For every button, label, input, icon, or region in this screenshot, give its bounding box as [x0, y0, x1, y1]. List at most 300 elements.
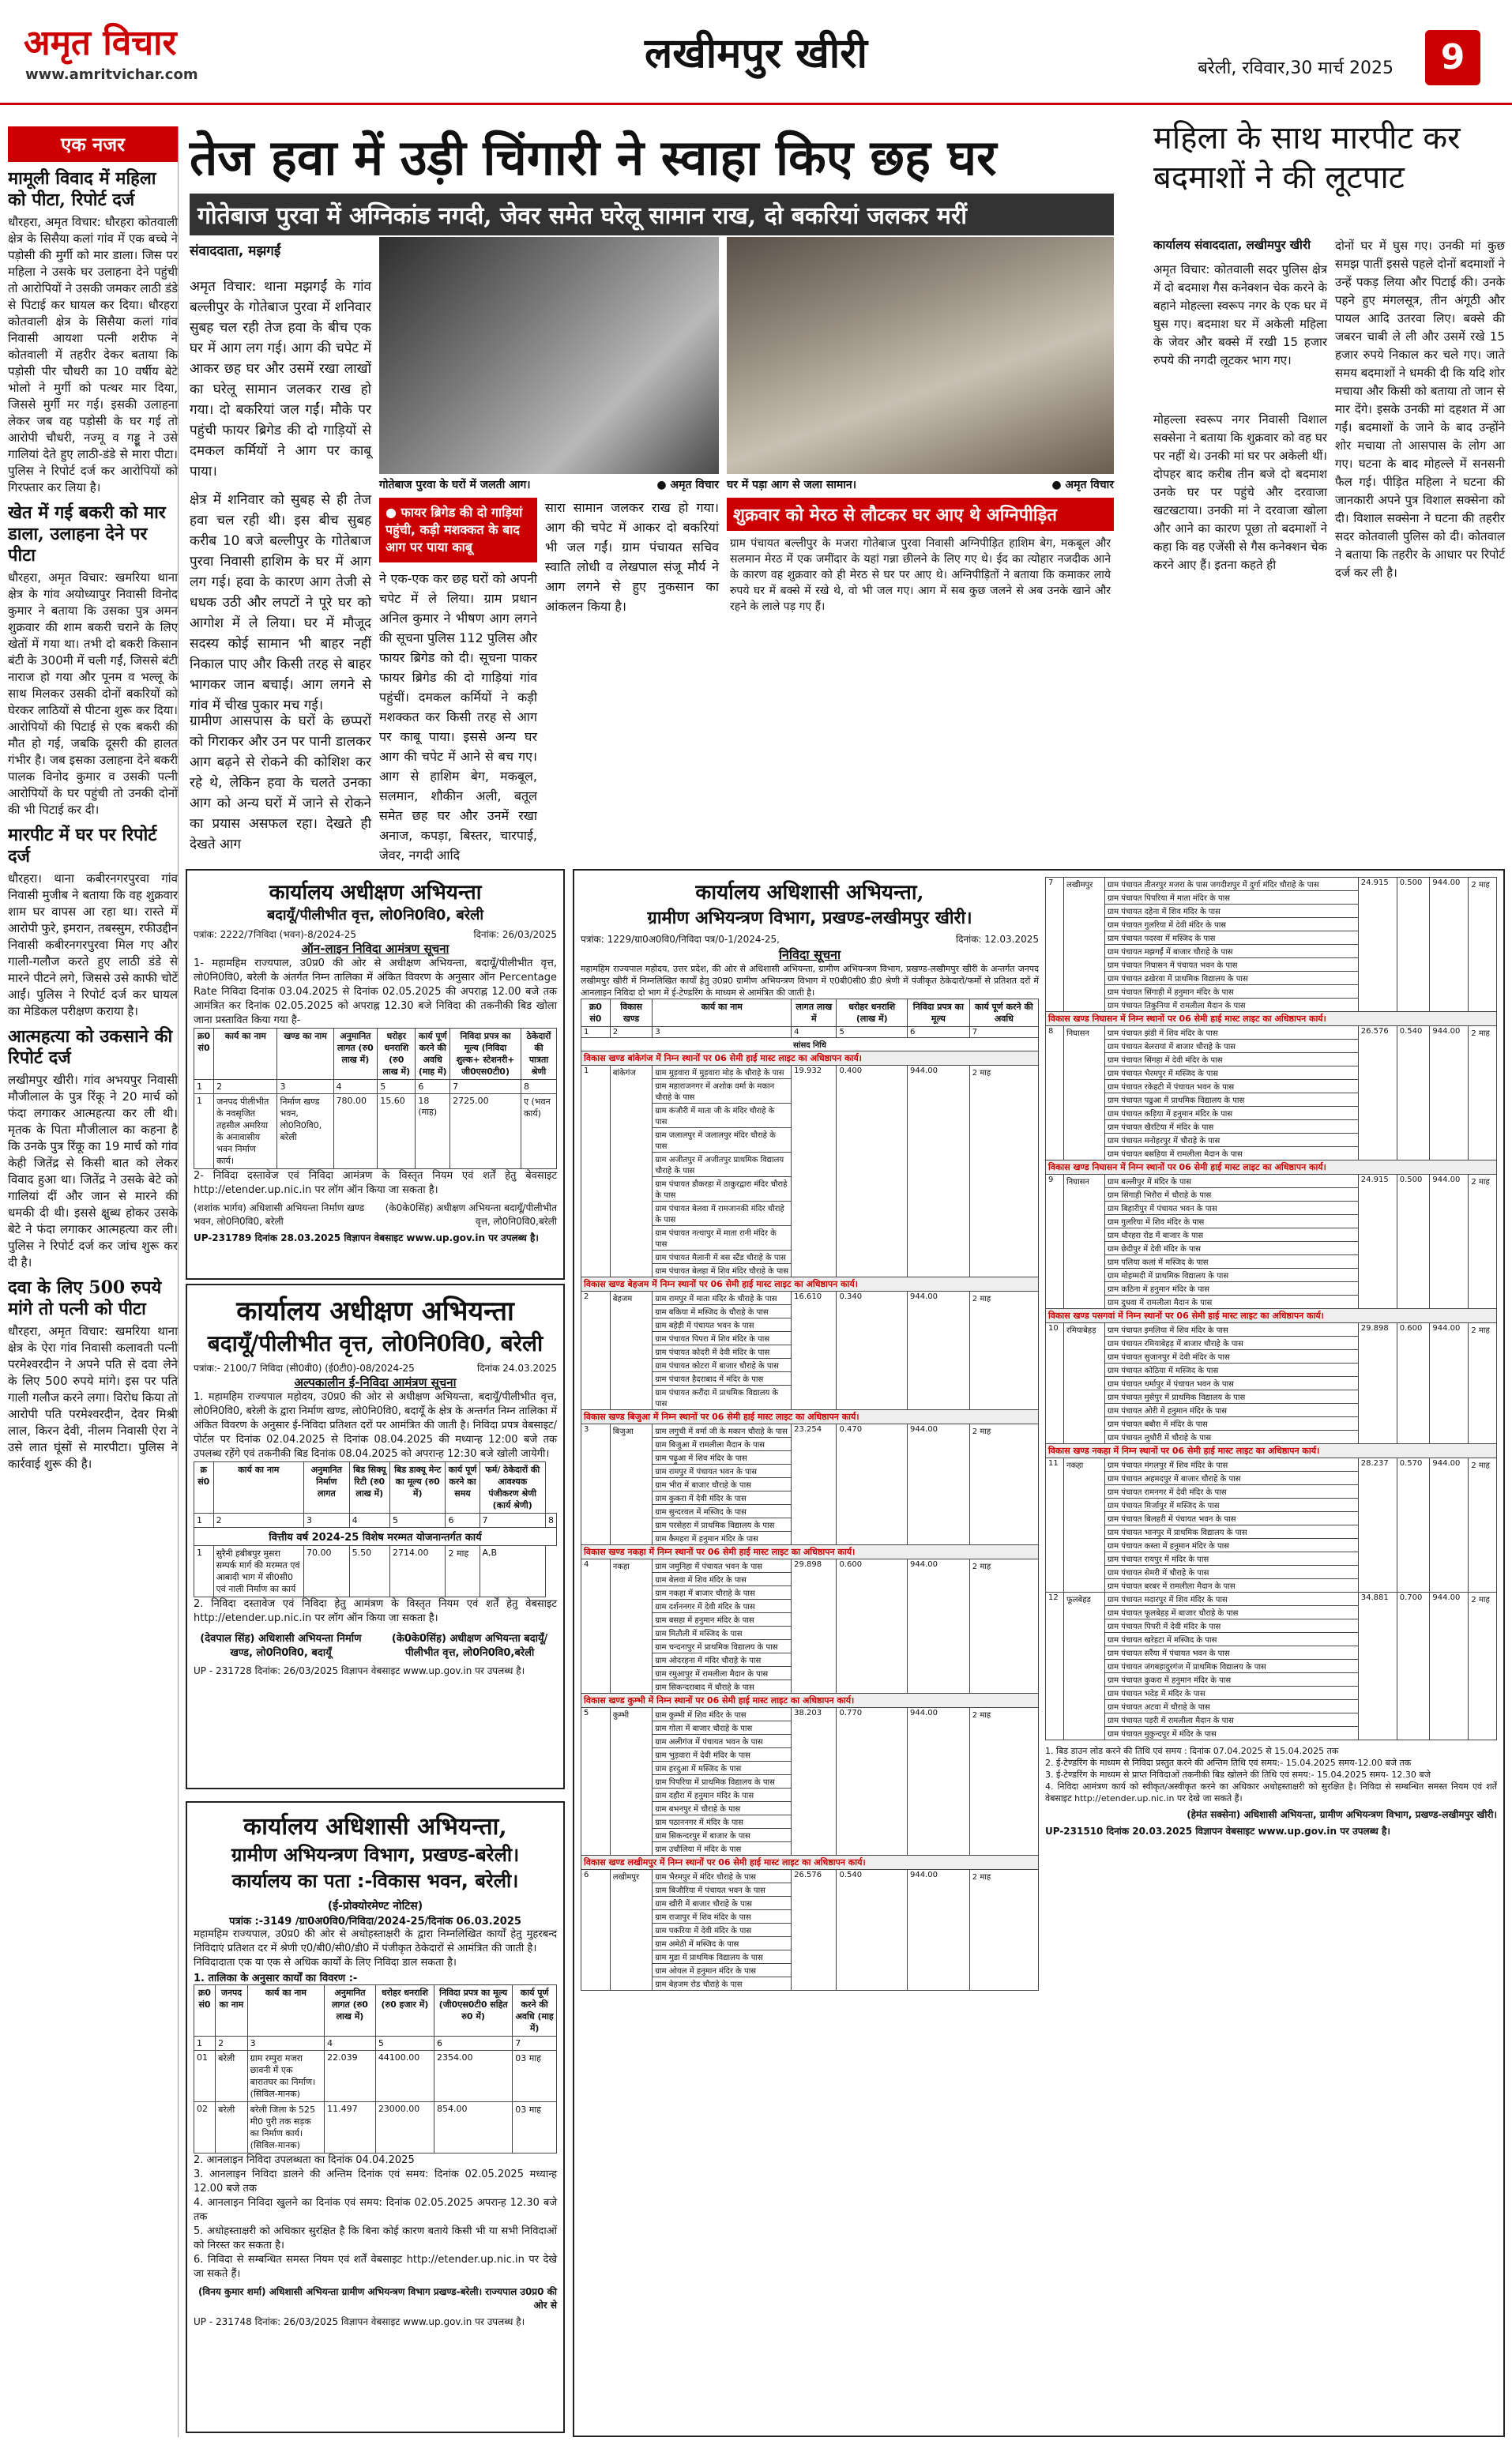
- work-item: ग्राम पंचायत भैरमपुर में मस्जिद के पास: [1104, 1066, 1358, 1080]
- work-emd: 0.500: [1397, 878, 1430, 1012]
- side-headline: महिला के साथ मारपीट कर बदमाशों ने की लूटपाट: [1153, 120, 1461, 196]
- work-item: ग्राम पंचायत कोदरी में देवी मंदिर के पास: [653, 1345, 792, 1359]
- work-item: ग्राम पंचायत पदरवा में मस्जिद के पास: [1104, 931, 1358, 945]
- ad2-signature-1: (देवपाल सिंह) अधिशासी अभियन्ता निर्माण खण्ड, लो0नि0वि0, बदायूँ: [200, 1633, 362, 1659]
- table-number-cell: 7: [480, 1514, 545, 1528]
- work-item: ग्राम रामपुर में माता मंदिर के चौराहे के पास: [653, 1292, 792, 1305]
- work-item: ग्राम भीरा में बाजार चौराहे के पास: [653, 1478, 792, 1491]
- work-item: ग्राम कुकरा में देवी मंदिर के पास: [653, 1491, 792, 1505]
- table-header-cell: अनुमानित निर्माण लागत: [304, 1462, 350, 1514]
- block-name: बांकेगंज: [610, 1066, 653, 1277]
- work-time: 2 माह: [969, 1066, 1038, 1277]
- table-cell: 780.00: [333, 1094, 378, 1169]
- left-story-text: धौरहरा। थाना कबीरनगरपुरवा गांव निवासी मुजीब ने बताया कि वह शुक्रवार शाम घर वापस आ रहा था। रास्ते में आरोपी फुरे, इमरान, तबस्सुम, रफीउद्दीन निवासी कबीरनगरपुरवा मिल गए और गाली-गलौज करते हुए लाठी डंडे से मारने पीटने लगे, जिससे उसे काफी चोटें आईं। पुलिस ने रिपोर्ट दर्ज कर घायल का मेडिकल परीक्षण कराया है।: [8, 871, 178, 1018]
- side-para-1: अमृत विचार: कोतवाली सदर पुलिस क्षेत्र में दो बदमाश गैस कनेक्शन चेक करने के बहाने मोहल्ला स्वरूप नगर के एक घर में घुस गए। बदमाश घर में अकेली महिला के जेवर और बक्से में रखी 15 हजार रुपये की नगदी लूटकर भाग गए।: [1153, 262, 1327, 367]
- table-row: [1046, 1593, 1497, 1606]
- table-number-cell: 1: [581, 1027, 611, 1038]
- section-header-row: [581, 1051, 1039, 1066]
- work-number: 8: [1046, 1026, 1064, 1160]
- work-item: ग्राम पंचायत मैलानी में बस स्टैंड चौराहे के पास: [653, 1251, 792, 1264]
- work-number: 7: [1046, 878, 1064, 1012]
- ad3-notice: (ई-प्रोक्योरमेण्ट नोटिस): [327, 1900, 423, 1913]
- work-item: ग्राम कठिना में हनुमान मंदिर के पास: [1104, 1282, 1358, 1296]
- table-header-cell: क्र0 सं0: [581, 999, 611, 1027]
- work-item: ग्राम पंचायत मंगलपुर में शिव मंदिर के पास: [1104, 1458, 1358, 1472]
- work-item: ग्राम पंचायत भानपुर में प्राथमिक विद्यालय के पास: [1104, 1525, 1358, 1539]
- work-item: ग्राम जलालपुर में जलालपुर मंदिर चौराहे के पास: [653, 1128, 792, 1153]
- table-cell: 2725.00: [450, 1094, 521, 1169]
- work-item: ग्राम पंचायत कुकरा में हनुमान मंदिर के पास: [1104, 1673, 1358, 1687]
- work-item: ग्राम गुलरिया में शिव मंदिर के पास: [1104, 1215, 1358, 1228]
- table-number-cell: 2: [610, 1027, 653, 1038]
- table-number-cell: 3: [277, 1080, 333, 1094]
- work-item: ग्राम पंचायत कड़िया में हनुमान मंदिर के पास: [1104, 1107, 1358, 1120]
- work-item: ग्राम लगुची में वर्मा जी के मकान चौराहे के पास: [653, 1424, 792, 1438]
- work-fee: 944.00: [1430, 1593, 1469, 1740]
- work-item: ग्राम पंचायत रामनगर में देवी मंदिर के पास: [1104, 1485, 1358, 1499]
- table-number-cell: 1: [194, 2037, 216, 2051]
- table-header-cell: विकास खण्ड: [610, 999, 653, 1027]
- table-number-cell: 6: [434, 2037, 513, 2051]
- table-number-cell: 4: [333, 1080, 378, 1094]
- work-number: 12: [1046, 1593, 1064, 1740]
- ad4-term: 1. बिड डाउन लोड करने की तिथि एवं समय : दिनांक 07.04.2025 से 15.04.2025 तक: [1045, 1746, 1339, 1756]
- work-item: ग्राम पंचायत सिंगाही में हनुमान मंदिर के पास: [1104, 985, 1358, 999]
- ad3-title: कार्यालय अधिशासी अभियन्ता,: [243, 1813, 507, 1841]
- table-cell: 18 (माह): [416, 1094, 450, 1169]
- table-row: [1046, 878, 1497, 891]
- table-row: [1046, 1175, 1497, 1188]
- left-news-column: [8, 126, 179, 2437]
- left-story-headline: आत्महत्या को उकसाने की रिपोर्ट दर्ज: [8, 1026, 173, 1068]
- ad3-table: [194, 1984, 557, 2153]
- work-item: ग्राम पंचायत डौकरहा में ठाकुरद्वारा मंदिर चौराहे के पास: [653, 1177, 792, 1202]
- edition-city: लखीमपुर खीरी: [644, 29, 867, 77]
- burnt-goods-photo: [727, 237, 1114, 474]
- table-number-cell: 7: [450, 1080, 521, 1094]
- ad4-subtitle: ग्रामीण अभियन्त्रण विभाग, प्रखण्ड-लखीमपुर खीरी।: [647, 908, 972, 928]
- work-number: 1: [581, 1066, 611, 1277]
- section-header: विकास खण्ड बिजुआ में निम्न स्थानों पर 06 सेमी हाई मास्ट लाइट का अधिष्ठापन कार्य।: [581, 1410, 1039, 1424]
- work-number: 4: [581, 1559, 611, 1694]
- table-header-cell: क्र0 सं0: [194, 1985, 216, 2037]
- table-number-cell: 4: [792, 1027, 837, 1038]
- work-item: ग्राम कुम्भी में शिव मंदिर के पास: [653, 1708, 792, 1721]
- ad3-ref: पत्रांक :-3149 /ग्रा0अ0वि0/निविदा/2024-25/दिनांक 06.03.2025: [229, 1916, 521, 1928]
- table-header-cell: निविदा प्रपत्र का मूल्य (निविदा शुल्क+ स्टेशनरी+ जी0एस0टी0): [450, 1029, 521, 1080]
- work-item: ग्राम जमुनिहा में पंचायत भवन के पास: [653, 1559, 792, 1573]
- work-item: ग्राम ओदरहना में मंदिर चौराहे के पास: [653, 1653, 792, 1667]
- work-item: ग्राम पढ़ुआ में शिव मंदिर के पास: [653, 1451, 792, 1465]
- table-cell: 2354.00: [434, 2051, 513, 2102]
- work-item: ग्राम सिंगाही भिरौरा में चौराहे के पास: [1104, 1188, 1358, 1202]
- work-item: ग्राम छेदीपुर में देवी मंदिर के पास: [1104, 1242, 1358, 1255]
- work-item: ग्राम पंचायत मनोहरपुर में चौराहे के पास: [1104, 1134, 1358, 1147]
- section-header-row: [581, 1277, 1039, 1292]
- section-header-row: [581, 1545, 1039, 1559]
- table-cell: सुरैनी हबीबपुर मुसरा सम्पर्क मार्ग की मरम्मत एवं आबादी भाग में सी0सी0 एवं नाली निर्माण का कार्य: [213, 1546, 303, 1597]
- work-cost: 24.915: [1358, 1175, 1397, 1309]
- section-header: विकास खण्ड नकहा में निम्न स्थानों पर 06 सेमी हाई मास्ट लाइट का अधिष्ठापन कार्य।: [1046, 1444, 1497, 1458]
- ad3-list-head: 1. तालिका के अनुसार कार्यों का विवरण :-: [194, 1973, 358, 1984]
- work-emd: 0.600: [837, 1559, 907, 1694]
- work-item: ग्राम बहेड़ी में पंचायत भवन के पास: [653, 1318, 792, 1332]
- ad2-signature-2: (के0के0सिंह) अधीक्षण अभियन्ता बदायूँ/पीलीभीत वृत्त, लो0नि0वि0,बरेली: [391, 1633, 548, 1659]
- section-header-row: [1046, 1012, 1497, 1026]
- shukrawar-box: [727, 498, 1114, 619]
- photo1-credit: ● अमृत विचार: [632, 477, 719, 492]
- ad4-left-half: [581, 877, 1039, 2425]
- work-item: ग्राम पकरिया में देवी मंदिर के पास: [653, 1924, 792, 1937]
- left-story-headline: मामूली विवाद में महिला को पीटा, रिपोर्ट दर्ज: [8, 168, 156, 210]
- table-cell: 2714.00: [389, 1546, 446, 1597]
- work-time: 2 माह: [1469, 1175, 1497, 1309]
- fire-photo: [379, 237, 719, 474]
- section-header: विकास खण्ड निघासन में निम्न स्थानों पर 06 सेमी हाई मास्ट लाइट का अधिष्ठापन कार्य।: [1046, 1012, 1497, 1026]
- ad3-signature: (विनय कुमार शर्मा) अधिशासी अभियन्ता ग्रामीण अभियन्त्रण विभाग प्रखण्ड-बरेली। राज्यपाल उ0प्र0 की ओर से: [197, 2286, 557, 2311]
- website-url[interactable]: www.amritvichar.com: [25, 66, 198, 83]
- work-item: ग्राम खीरी में बाजार चौराहे के पास: [653, 1897, 792, 1910]
- section-header: विकास खण्ड बेहजम में निम्न स्थानों पर 06 सेमी हाई मास्ट लाइट का अधिष्ठापन कार्य।: [581, 1277, 1039, 1292]
- work-item: ग्राम भैरमपुर में मंदिर चौराहे के पास: [653, 1870, 792, 1883]
- work-number: 6: [581, 1870, 611, 1991]
- section-header: विकास खण्ड निघासन में निम्न स्थानों पर 06 सेमी हाई मास्ट लाइट का अधिष्ठापन कार्य।: [1046, 1160, 1497, 1175]
- table-cell: 03 माह: [513, 2051, 557, 2102]
- work-item: ग्राम भुड़वारा में देवी मंदिर के पास: [653, 1748, 792, 1762]
- work-item: ग्राम कंजौरी में माता जी के मंदिर चौराहे के पास: [653, 1104, 792, 1128]
- tender-ad-3: [186, 1801, 565, 2433]
- work-item: ग्राम बिहारीपुर में पंचायत भवन के पास: [1104, 1202, 1358, 1215]
- table-row: [1046, 1026, 1497, 1040]
- ad1-text: 1- महामहिम राज्यपाल, उ0प्र0 की ओर से अधीक्षण अभियन्ता, बदायूँ/पीलीभीत वृत्त, लो0नि0वि0, बरेली के अंतर्गत निम्न तालिका में अंकित विवरण के अनुसार ऑन Percentage Rate निविदा दिनांक 03.04.2025 से दिनांक 02.05.2025 की अपराह्न 12.00 बजे तक आमंत्रित कर दिनांक 02.05.2025 को अपराह्न 12.30 बजे निविदा की तकनीकी बिड खोला जाना प्रस्तावित किया गया है-: [194, 957, 557, 1026]
- work-item: ग्राम पंचायत तिकुनिया में रामलीला मैदान के पास: [1104, 999, 1358, 1012]
- section-header-row: [581, 1410, 1039, 1424]
- work-fee: 944.00: [907, 1066, 969, 1277]
- ad4-title: कार्यालय अधिशासी अभियन्ता,: [695, 881, 924, 905]
- work-number: 11: [1046, 1458, 1064, 1593]
- table-number-cell: 5: [837, 1027, 907, 1038]
- block-name: निघासन: [1064, 1026, 1105, 1160]
- tender-ad-4: [573, 869, 1505, 2437]
- work-emd: 0.470: [837, 1424, 907, 1545]
- table-number-cell: 8: [545, 1514, 556, 1528]
- table-header-cell: धरोहर धनराशि (रु0 लाख में): [378, 1029, 416, 1080]
- table-number-cell: 4: [349, 1514, 389, 1528]
- ad4-table-left: [581, 999, 1039, 1991]
- ad4-footer: UP-231510 दिनांक 20.03.2025 विज्ञापन वेबसाइट www.up.gov.in पर उपलब्ध है।: [1045, 1826, 1390, 1837]
- work-item: ग्राम पंचायत निघासन में पंचायत भवन के पास: [1104, 958, 1358, 972]
- block-name: बेहजम: [610, 1292, 653, 1410]
- ad2-table: [194, 1461, 557, 1597]
- work-item: ग्राम बेहजम रोड चौराहे के पास: [653, 1977, 792, 1991]
- table-cell: बरेली: [216, 2051, 248, 2102]
- work-item: ग्राम पंचायत रायपुर में मंदिर के पास: [1104, 1552, 1358, 1566]
- table-header-cell: कार्य का नाम: [214, 1029, 277, 1080]
- work-item: ग्राम राजापुर में शिव मंदिर के पास: [653, 1910, 792, 1924]
- work-item: ग्राम बकिया में मस्जिद के चौराहे के पास: [653, 1305, 792, 1318]
- work-cost: 29.898: [1358, 1323, 1397, 1444]
- ad4-term: 4. निविदा आमंत्रण कार्य को स्वीकृत/अस्वीकृत करने का अधिकार अधोहस्ताक्षरी को सुरक्षित है। निविदा से सम्बन्धित समस्त नियम एवं शर्तें वेबसाइट http://etender.up.nic.in पर देखे जा सकते हैं।: [1045, 1781, 1497, 1804]
- ad2-text: 1. महामहिम राज्यपाल महोदय, उ0प्र0 की ओर से अधीक्षण अभियन्ता, बदायूँ/पीलीभीत वृत्त, लो0नि0वि0, बरेली के द्वारा निर्माण खण्ड, लो0नि0वि0, बदायूँ के क्षेत्र के अन्तर्गत निम्न तालिका में अंकित विवरण के अनुसार ई-निविदा प्रतिशत दरों पर आमंत्रित की जाती है। निविदा प्रपत्र वेबसाइट/पोर्टल पर दिनांक 02.04.2025 से दिनांक 08.04.2025 की मध्यान्ह 12:00 बजे तक उपलब्ध रहेंगे एवं तकनीकी बिड दिनांक 08.04.2025 को अपरान्ह 12:30 बजे खोली जायेगी।: [194, 1391, 557, 1460]
- work-emd: 0.340: [837, 1292, 907, 1410]
- section-header-row: [1046, 1160, 1497, 1175]
- section-header-row: [581, 1694, 1039, 1708]
- ek-nazar-label: एक नजर: [8, 126, 178, 162]
- table-cell: 11.497: [325, 2102, 376, 2153]
- ad3-subtitle-1: ग्रामीण अभियन्त्रण विभाग, प्रखण्ड-बरेली।: [231, 1844, 520, 1866]
- work-item: ग्राम पंचायत मझगईं में बाजार चौराहे के पास: [1104, 945, 1358, 958]
- left-story-headline: दवा के लिए 500 रुपये मांगे तो पत्नी को पीटा: [8, 1277, 162, 1319]
- main-byline: संवाददाता, मझगईं: [190, 243, 281, 259]
- work-item: ग्राम पंचायत सिंगहा में देवी मंदिर के पास: [1104, 1053, 1358, 1066]
- table-header-cell: कार्य का नाम: [653, 999, 792, 1027]
- table-row: [1046, 1323, 1497, 1337]
- work-item: ग्राम पंचायत बसहिया में रामलीला मैदान के पास: [1104, 1147, 1358, 1160]
- work-fee: 944.00: [1430, 1458, 1469, 1593]
- work-item: ग्राम पंचायत सरैंया में पंचायत भवन के पास: [1104, 1646, 1358, 1660]
- work-item: ग्राम चन्दनापुर में प्राथमिक विद्यालय के पास: [653, 1640, 792, 1653]
- main-para-2: क्षेत्र में शनिवार को सुबह से ही तेज हवा चल रही थी। इस बीच सुबह करीब 10 बजे बल्लीपुर के गोतेबाज पुरवा निवासी हाशिम के घर में आग लग गई। हवा के कारण आग तेजी से धधक उठी और लपटों ने पूरे घर को आगोश में ले लिया। घर में मौजूद सदस्य कोई सामान भी बाहर नहीं निकाल पाए और किसी तरह से बाहर भागकर जान बचाई। आग लगने से गांव में चीख पुकार मच गई।: [190, 492, 371, 713]
- work-item: ग्राम अमेठी में मस्जिद के पास: [653, 1937, 792, 1950]
- work-cost: 34.881: [1358, 1593, 1397, 1740]
- work-item: ग्राम पंचायत कोटरा में बाजार चौराहे के पास: [653, 1359, 792, 1372]
- table-cell: 03 माह: [513, 2102, 557, 2153]
- main-subheadline: गोतेबाज पुरवा में अग्निकांड नगदी, जेवर समेत घरेलू सामान राख, दो बकरियां जलकर मरीं: [190, 194, 1114, 235]
- table-header-cell: क्र0 सं0: [194, 1029, 214, 1080]
- table-number-cell: 2: [214, 1080, 277, 1094]
- table-number-cell: 8: [521, 1080, 556, 1094]
- table-number-cell: 5: [389, 1514, 446, 1528]
- fire-brigade-highlight: ● फायर ब्रिगेड की दो गाड़ियां पहुंची, कड़ी मशक्कत के बाद आग पर पाया काबू: [379, 498, 537, 562]
- left-story-headline: मारपीट में घर पर रिपोर्ट दर्ज: [8, 825, 157, 867]
- work-item: ग्राम पंचायत खैरटिया में मंदिर के पास: [1104, 1120, 1358, 1134]
- work-fee: 944.00: [907, 1708, 969, 1856]
- masthead: [0, 0, 1512, 105]
- left-stories: [8, 168, 178, 1473]
- work-item: ग्राम पंचायत हैदराबाद में मंदिर के पास: [653, 1372, 792, 1386]
- work-item: ग्राम सिकन्दराबाद में चौराहे के पास: [653, 1680, 792, 1694]
- main-para-4: ने एक-एक कर छह घरों को अपनी चपेट में ले लिया। ग्राम प्रधान अनिल कुमार ने भीषण आग लगने की सूचना पुलिस 112 पुलिस और फायर ब्रिगेड को दी। सूचना पाकर फायर ब्रिगेड की दो गाड़ियां गांव पहुंचीं। दमकल कर्मियों ने कड़ी मशक्कत कर किसी तरह से आग पर काबू पाया। इससे अन्य घर आग की चपेट में आने से बच गए। आग से हाशिम बेग, मकबूल, सलमान, शौकीन अली, बतूल समेत छह घर और उनमें रखा अनाज, कपड़ा, बिस्तर, चारपाई, जेवर, नगदी आदि: [379, 571, 537, 863]
- work-item: ग्राम पंचायत झंडी में शिव मंदिर के पास: [1104, 1026, 1358, 1040]
- work-item: ग्राम पंचायत कस्ता में हनुमान मंदिर के पास: [1104, 1539, 1358, 1552]
- work-emd: 0.770: [837, 1708, 907, 1856]
- work-cost: 26.576: [1358, 1026, 1397, 1160]
- work-emd: 0.700: [1397, 1593, 1430, 1740]
- ad4-term: 2. ई-टेण्डरिंग के माध्यम से निविदा प्रस्तुत करने की अन्तिम तिथि एवं समय:- 15.04.2025 समय-12.00 बजे तक: [1045, 1758, 1412, 1768]
- work-item: ग्राम पंचायत पिपरिया में माता मंदिर के पास: [1104, 891, 1358, 905]
- table-number-cell: 6: [446, 1514, 480, 1528]
- work-item: ग्राम हरदुआ में मस्जिद के पास: [653, 1762, 792, 1775]
- table-number-cell: 2: [213, 1514, 303, 1528]
- ad1-table: [194, 1028, 557, 1169]
- work-item: ग्राम पंचायत इमलिया में शिव मंदिर के पास: [1104, 1323, 1358, 1337]
- work-item: ग्राम परसेहरा में प्राथमिक विद्यालय के पास: [653, 1518, 792, 1532]
- ad1-note: 2- निविदा दस्तावेज एवं निविदा आमंत्रण के विस्तृत नियम एवं शर्तें हेतु बेवसाइट http://etender.up.nic.in पर लॉग ऑन किया जा सकता है।: [194, 1170, 557, 1196]
- ad1-title: कार्यालय अधीक्षण अभियन्ता: [269, 881, 482, 905]
- work-emd: 0.570: [1397, 1458, 1430, 1593]
- ad3-term: 2. आनलाइन निविदा उपलब्धता का दिनांक 04.04.2025: [194, 2154, 415, 2166]
- work-item: ग्राम पंचायत दहेना में शिव मंदिर के पास: [1104, 905, 1358, 918]
- left-story-text: धौरहरा, अमृत विचार: धौरहरा कोतवाली क्षेत्र के सिसैया कलां गांव में एक बच्चे ने पड़ोसी की मुर्गी को मार डाला। जिस पर महिला ने उसके घर उलाहना देने पहुंची तो आरोपियों ने उसकी जमकर लाठी डंडे से पिटाई कर घायल कर दिया। धौरहरा कोतवाली क्षेत्र के सिसैया कलां गांव निवासी आयशा पत्नी शरीफ ने कोतवाली में तहरीर देकर बताया कि पड़ोसी पीर चौधरी का 10 वर्षीय बेटे भोलो ने मुर्गी को पत्थर मार दिया, जिससे मुर्गी मर गई। इसकी उलाहना लेकर जब वह पड़ोसी के घर गई तो आरोपी चौधरी, नज्मू व गड्डू ने उसे गालियां देते हुए लाठी-डंडे से मारा पीटा। पुलिस ने रिपोर्ट दर्ज कर आरोपियों को गिरफ्तार कर लिया है।: [8, 215, 178, 495]
- work-item: ग्राम महाराजनगर में अशोक वर्मा के मकान चौराहे के पास: [653, 1079, 792, 1104]
- tender-ad-1: [186, 869, 565, 1280]
- work-cost: 23.254: [792, 1424, 837, 1545]
- table-header-cell: निविदा प्रपत्र का मूल्य (जी0एस0टी0 सहित रु0 में): [434, 1985, 513, 2037]
- work-cost: 24.915: [1358, 878, 1397, 1012]
- work-emd: 0.500: [1397, 1175, 1430, 1309]
- ad3-term: 5. अधोहस्ताक्षरी को अधिकार सुरक्षित है कि बिना कोई कारण बताये किसी भी या सभी निविदाओं को निरस्त कर सकता है।: [194, 2225, 557, 2251]
- work-item: ग्राम पलिया कलां में मस्जिद के पास: [1104, 1255, 1358, 1269]
- ad2-subtitle: बदायूँ/पीलीभीत वृत्त, लो0नि0वि0, बरेली: [207, 1330, 543, 1356]
- work-fee: 944.00: [907, 1559, 969, 1694]
- table-number-cell: 1: [194, 1514, 214, 1528]
- ad3-term: 6. निविदा से सम्बन्धित समस्त नियम एवं शर्तें वेबसाइट http://etender.up.nic.in पर देखे जा सकते हैं।: [194, 2254, 557, 2280]
- work-item: ग्राम पंचायत खरेहटा में मस्जिद के पास: [1104, 1633, 1358, 1646]
- work-item: ग्राम नकहा में बाजार चौराहे के पास: [653, 1586, 792, 1600]
- ad4-table-right: [1045, 877, 1497, 1740]
- work-item: ग्राम बेलवा में शिव मंदिर के पास: [653, 1573, 792, 1586]
- ad1-signature-2: (के0के0सिंह) अधीक्षण अभियन्ता बदायूँ/पीलीभीत वृत्त, लो0नि0वि0,बरेली: [385, 1202, 557, 1227]
- table-number-cell: 3: [304, 1514, 350, 1528]
- ad2-ref: पत्रांक:- 2100/7 निविदा (सी0वी0) (ई0टी0)-08/2024-25: [194, 1363, 415, 1374]
- block-name: लखीमपुर: [1064, 878, 1105, 1012]
- work-time: 2 माह: [1469, 1593, 1497, 1740]
- left-story-text: धौरहरा, अमृत विचार: खमरिया थाना क्षेत्र के गांव अयोध्यापुर निवासी विनोद कुमार ने बताया कि उसका पुत्र अमन शुक्रवार की शाम बकरी चराने के लिए खेतों में गया था। तभी दो बकरी किसान बंटी के 300मी में चली गईं, जिससे बंटी नाराज हो गया और पूनम व भल्लू के साथ मिलकर उसकी दोनों बकरियों को घेरकर लाठियों से पीटना शुरू कर दिया। आरोपियों की पिटाई से एक बकरी की मौत हो गई, जबकि दूसरी की हालत गंभीर है। जब इसका उलाहना देने बकरी पालक विनोद कुमार व उसकी पत्नी आरोपियों के घर पहुंची तो उनकी दोनों की भी पिटाई कर दी।: [8, 570, 178, 817]
- main-para-3: ग्रामीण आसपास के घरों के छप्परों को गिराकर और उन पर पानी डालकर आग बढ़ने से रोकने की कोशिश कर रहे थे, लेकिन हवा के चलते उनका आग को अन्य घरों में जाने से रोकने का प्रयास असफल रहा। देखते ही देखते आग: [190, 713, 371, 852]
- work-item: ग्राम पंचायत सेमरी में चौराहे के पास: [1104, 1566, 1358, 1579]
- table-header-cell: कार्य पूर्ण करने की अवधि (माह में): [416, 1029, 450, 1080]
- section-header: विकास खण्ड बांकेगंज में निम्न स्थानों पर 06 सेमी हाई मास्ट लाइट का अधिष्ठापन कार्य।: [581, 1051, 1039, 1066]
- table-cell: बरेली: [216, 2102, 248, 2153]
- work-item: ग्राम पंचायत गुलरिया में देवी मंदिर के पास: [1104, 918, 1358, 931]
- table-cell: 1: [194, 1094, 214, 1169]
- ad1-date: दिनांक: 26/03/2025: [473, 929, 557, 940]
- work-item: ग्राम पंचायत बिलहरी में पंचायत भवन के पास: [1104, 1512, 1358, 1525]
- block-name: नकहा: [610, 1559, 653, 1694]
- table-header-cell: बिड डाक्यू मेन्ट का मूल्य (रु0 में): [389, 1462, 446, 1514]
- table-header-cell: लागत लाख में: [792, 999, 837, 1027]
- main-headline: तेज हवा में उड़ी चिंगारी ने स्वाहा किए छह घर: [190, 129, 997, 186]
- table-cell: 15.60: [378, 1094, 416, 1169]
- work-item: ग्राम ओयल में हनुमान मंदिर के पास: [653, 1964, 792, 1977]
- work-item: ग्राम पंचायत करौंदा में प्राथमिक विद्यालय के पास: [653, 1386, 792, 1410]
- ad1-ref: पत्रांक: 2222/7निविदा (भवन)-8/2024-25: [194, 929, 356, 940]
- work-emd: 0.400: [837, 1066, 907, 1277]
- work-fee: 944.00: [1430, 878, 1469, 1012]
- table-cell: 70.00: [304, 1546, 350, 1597]
- work-item: ग्राम बल्लीपुर में मंदिर के पास: [1104, 1175, 1358, 1188]
- ad2-date: दिनांक 24.03.2025: [477, 1363, 557, 1374]
- work-item: ग्राम पंचायत बरबर में रामलीला मैदान के पास: [1104, 1579, 1358, 1593]
- side-para-2: मोहल्ला स्वरूप नगर निवासी विशाल सक्सेना ने बताया कि शुक्रवार को वह घर पर नहीं थे। उनकी मां घर पर अकेली थीं। दोपहर बाद करीब तीन बजे दो बदमाश उनके घर पर पहुंचे और दरवाजा खटखटाया। उनकी मां ने दरवाजा खोला और आने का कारण पूछा तो बदमाशों ने कहा कि वह एजेंसी से गैस कनेक्शन चेक करने आए हैं। इतना कहते ही: [1153, 412, 1327, 572]
- table-row: [581, 1424, 1039, 1438]
- work-item: ग्राम सिकन्दरपुर में बाजार के पास: [653, 1829, 792, 1842]
- photo1-caption: गोतेबाज पुरवा के घरों में जलती आग।: [379, 477, 585, 492]
- main-para-5: सारा सामान जलकर राख हो गया। आग की चपेट में आकर दो बकरियां भी जल गईं। ग्राम पंचायत सचिव स्वाति लोधी व लेखपाल संजू मौर्य ने आग लगने से हुए नुकसान का आंकलन किया है।: [545, 500, 719, 614]
- block-name: नकहा: [1064, 1458, 1105, 1593]
- table-number-cell: 4: [325, 2037, 376, 2051]
- work-time: 2 माह: [969, 1292, 1038, 1410]
- ad2-notice: अल्पकालीन ई-निविदा आमंत्रण सूचना: [294, 1375, 457, 1390]
- table-number-cell: 2: [216, 2037, 248, 2051]
- work-item: ग्राम पंचायत ढखेरवा में प्राथमिक विद्यालय के पास: [1104, 972, 1358, 985]
- work-emd: 0.600: [1397, 1323, 1430, 1444]
- table-cell: ग्राम रम्पुरा मजरा छावनी में एक बारातघर का निर्माण। (सिविल-मानक): [247, 2051, 324, 2102]
- work-item: ग्राम पंचायत मदारपुर में शिव मंदिर के पास: [1104, 1593, 1358, 1606]
- table-header-cell: धरोहर धनराशि (रु0 हजार में): [375, 1985, 434, 2037]
- work-item: ग्राम पंचायत फूलबेहड़ में बाजार चौराहे के पास: [1104, 1606, 1358, 1619]
- table-cell: A,B: [480, 1546, 545, 1597]
- table-cell: 854.00: [434, 2102, 513, 2153]
- table-row: [581, 1708, 1039, 1721]
- ad4-ref: पत्रांक: 1229/ग्रा0अ0वि0/निविदा पत्र/0-1/2024-25,: [581, 934, 780, 945]
- work-time: 2 माह: [969, 1870, 1038, 1991]
- work-item: ग्राम रामपुर में पंचायत भवन के पास: [653, 1465, 792, 1478]
- table-cell: 22.039: [325, 2051, 376, 2102]
- table-header-cell: कार्य पूर्ण करने की अवधि (माह में): [513, 1985, 557, 2037]
- work-number: 3: [581, 1424, 611, 1545]
- shukrawar-headline: शुक्रवार को मेरठ से लौटकर घर आए थे अग्निपीड़ित: [727, 498, 1114, 531]
- work-time: 2 माह: [969, 1559, 1038, 1694]
- work-number: 5: [581, 1708, 611, 1856]
- table-header-cell: अनुमानित लागत (रु0 लाख में): [333, 1029, 378, 1080]
- work-item: ग्राम पंचायत मिर्जापुर में मस्जिद के पास: [1104, 1499, 1358, 1512]
- work-item: ग्राम पंचायत मुसेपुर में प्राथमिक विद्यालय के पास: [1104, 1390, 1358, 1404]
- work-item: ग्राम पठाननगर में मंदिर के पास: [653, 1815, 792, 1829]
- work-item: ग्राम धौरहरा रोड में बाजार के पास: [1104, 1228, 1358, 1242]
- work-item: ग्राम पंचायत लुधौरी में चौराहे के पास: [1104, 1431, 1358, 1444]
- work-item: ग्राम दर्शननगर में देवी मंदिर के पास: [653, 1600, 792, 1613]
- work-time: 2 माह: [1469, 878, 1497, 1012]
- table-number-cell: 5: [378, 1080, 416, 1094]
- table-cell: ए (भवन कार्य): [521, 1094, 556, 1169]
- table-header-cell: अनुमानित लागत (रु0 लाख में): [325, 1985, 376, 2037]
- work-emd: 0.540: [837, 1870, 907, 1991]
- table-number-cell: 7: [969, 1027, 1038, 1038]
- work-item: ग्राम पंचायत पड़री में रामलीला मैदान के पास: [1104, 1713, 1358, 1727]
- section-header-row: [581, 1856, 1039, 1870]
- ad1-signature-1: (शशांक भार्गव) अधिशासी अभियन्ता निर्माण खण्ड भवन, लो0नि0वि0, बरेली: [194, 1202, 365, 1227]
- work-item: ग्राम रमुआपुर में रामलीला मैदान के पास: [653, 1667, 792, 1680]
- ad4-date: दिनांक: 12.03.2025: [955, 934, 1039, 945]
- work-item: ग्राम पंचायत भदेड़ में मंदिर के पास: [1104, 1687, 1358, 1700]
- table-header-cell: क्र सं0: [194, 1462, 214, 1514]
- work-time: 2 माह: [1469, 1026, 1497, 1160]
- ad4-signature: (हेमंत सक्सेना) अधिशासी अभियन्ता, ग्रामीण अभियन्त्रण विभाग, प्रखण्ड-लखीमपुर खीरी।: [1187, 1809, 1497, 1820]
- work-time: 2 माह: [1469, 1323, 1497, 1444]
- table-cell: निर्माण खण्ड भवन, लो0नि0वि0, बरेली: [277, 1094, 333, 1169]
- work-item: ग्राम पिपरिया में प्राथमिक विद्यालय के पास: [653, 1775, 792, 1789]
- table-row: [581, 1870, 1039, 1883]
- table-header-cell: ठेकेदारों की पात्रता श्रेणी: [521, 1029, 556, 1080]
- table-cell: 1: [194, 1546, 214, 1597]
- table-cell: जनपद पीलीभीत के नवसृजित तहसील अमरिया के अनावासीय भवन निर्माण कार्य।: [214, 1094, 277, 1169]
- work-item: ग्राम बिजौरिया में पंचायत भवन के पास: [653, 1883, 792, 1897]
- work-item: ग्राम पंचायत तीतरपुर मजरा के पास जगदीशपुर में दुर्गा मंदिर चौराहे के पास: [1104, 878, 1358, 891]
- block-name: बिजुआ: [610, 1424, 653, 1545]
- work-cost: 26.576: [792, 1870, 837, 1991]
- ad4-program: सांसद निधि: [581, 1038, 1039, 1051]
- work-item: ग्राम मोहम्मदी में प्राथमिक विद्यालय के पास: [1104, 1269, 1358, 1282]
- work-item: ग्राम सुन्दरवल में मस्जिद के पास: [653, 1505, 792, 1518]
- photo2-credit: ● अमृत विचार: [1027, 477, 1114, 492]
- left-story-headline: खेत में गई बकरी को मार डाला, उलाहना देने पर पीटा: [8, 502, 166, 566]
- block-name: कुम्भी: [610, 1708, 653, 1856]
- table-cell: बरेली जिला के 525 मी0 पुरी तक सड़क का निर्माण कार्य। (सिविल-मानक): [247, 2102, 324, 2153]
- work-item: ग्राम दुधवा में रामलीला मैदान के पास: [1104, 1296, 1358, 1309]
- tender-ad-2: [186, 1284, 565, 1789]
- table-header-cell: कार्य का नाम: [213, 1462, 303, 1514]
